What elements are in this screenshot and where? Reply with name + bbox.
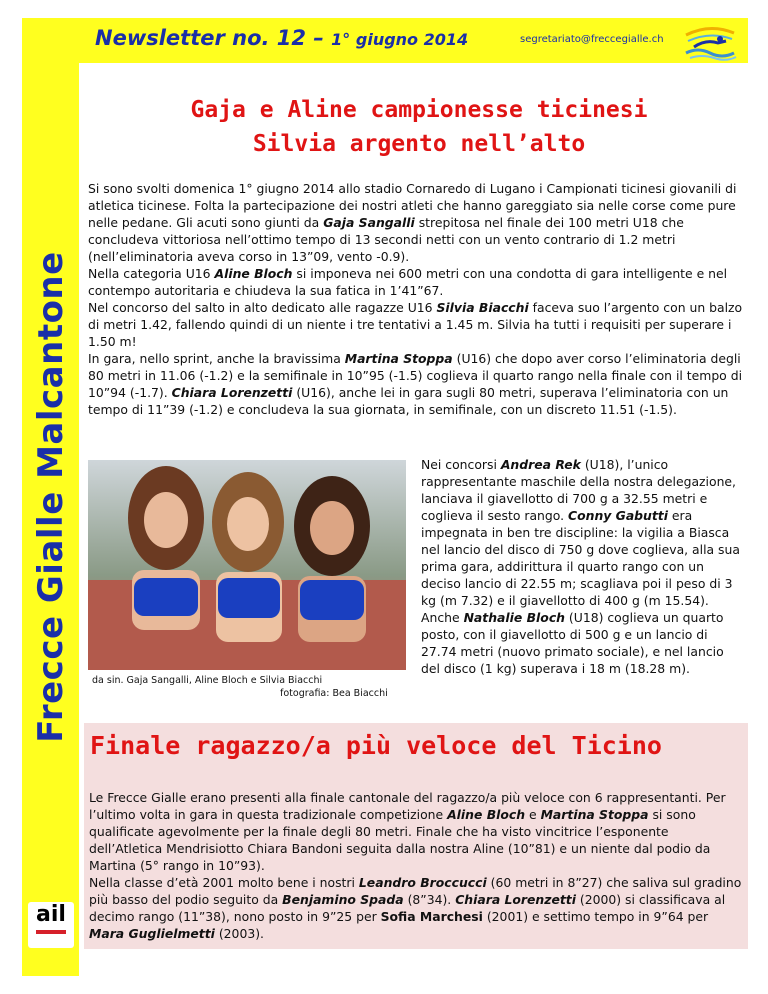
athlete-name: Conny Gabutti xyxy=(568,508,668,523)
text-run: (8”34). xyxy=(403,892,456,907)
text-run: si sono qualificate agevolmente per la finale degli 80 metri. Finale che ha visto vincitrice l’esponente dell’Atletica Mendrisiotto Chiara Bandoni seguita dalla nostra Aline (10”81) e un niente dal podio da Martina (5° rango in 10”93). xyxy=(89,807,711,873)
athlete-name: Mara Guglielmetti xyxy=(89,926,215,941)
headline-line-2: Silvia argento nell’alto xyxy=(252,131,586,157)
text-run: Si sono svolti domenica 1° giugno 2014 allo stadio Cornaredo di Lugano i Campionati ticinesi giovanili di atletica ticinese. Folta la partecipazione dei nostri atleti che hanno gareggiato sia nelle corse come pure nelle pedane. Gli acuti sono giunti da xyxy=(88,181,737,230)
section-text xyxy=(89,789,745,942)
text-run: Nel concorso del salto in alto dedicato alle ragazze U16 xyxy=(88,300,437,315)
text-run: (2000) si classificava al decimo rango (11”38), nono posto in 9”25 per xyxy=(89,892,726,924)
athlete-name: Chiara Lorenzetti xyxy=(455,892,576,907)
athlete-name: Chiara Lorenzetti xyxy=(171,385,293,400)
photo-caption: da sin. Gaja Sangalli, Aline Bloch e Silvia Biacchi xyxy=(92,675,323,686)
athlete-name: Martina Stoppa xyxy=(344,351,453,366)
text-run: era impegnata in ben tre discipline: la vigilia a Biasca nel lancio del disco di 750 g dove coglieva, alla sua prima gara, addirittura il quarto rango con un deciso lancio di 22.55 m; scagliava poi il peso di 3 kg (m 7.32) e il giavellotto di 400 g (m 15.54). Anche xyxy=(421,508,740,625)
newsletter-date: 1° giugno 2014 xyxy=(331,30,469,49)
text-run: (U16) che dopo aver corso l’eliminatoria degli 80 metri in 11.06 (-1.2) e la semifinale in 10”95 (-1.5) coglieva il quarto rango nella finale con il tempo di 10”94 (-1.7). xyxy=(88,351,743,400)
text-run: Le Frecce Gialle erano presenti alla finale cantonale del ragazzo/a più veloce con 6 rappresentanti. Per l’ultimo volta in gara in questa tradizionale competizione xyxy=(89,790,726,822)
text-run: si imponeva nei 600 metri con una condotta di gara intelligente e nel contempo autoritaria e chiudeva la sua fatica in 1’41”67. xyxy=(88,266,728,298)
athlete-name: Gaja Sangalli xyxy=(323,215,415,230)
athlete-name: Aline Bloch xyxy=(214,266,293,281)
text-run: Nella categoria U16 xyxy=(88,266,215,281)
newsletter-header xyxy=(79,18,748,63)
athlete-name: Silvia Biacchi xyxy=(436,300,529,315)
ail-logo xyxy=(28,902,74,948)
newsletter-number: Newsletter no. 12 – xyxy=(95,26,324,50)
sidebar-banner xyxy=(22,18,79,976)
text-run: (2003). xyxy=(214,926,264,941)
swimmer-runner-logo-icon xyxy=(680,21,740,61)
text-run: (U16), anche lei in gara sugli 80 metri, superava l’eliminatoria con un tempo di 11”39 (-1.2) e concludeva la sua giornata, in semifinale, con un discreto 11.51 (-1.5). xyxy=(88,385,729,417)
photo-image xyxy=(88,460,406,670)
athlete-name: Sofia Marchesi xyxy=(380,909,483,924)
ail-logo-bar xyxy=(36,930,66,934)
text-run: Nella classe d’età 2001 molto bene i nostri xyxy=(89,875,359,890)
main-headline xyxy=(90,93,748,161)
headline-line-1: Gaja e Aline campionesse ticinesi xyxy=(190,97,648,123)
text-run: (2001) e settimo tempo in 9”64 per xyxy=(482,909,709,924)
athlete-name: Aline Bloch xyxy=(447,807,526,822)
text-run: faceva suo l’argento con un balzo di metri 1.42, fallendo quindi di un niente i tre tentativi a 1.45 m. Silvia ha tutti i requisiti per superare i 1.50 m! xyxy=(88,300,743,349)
text-run: strepitosa nel finale dei 100 metri U18 che concludeva vittoriosa nell’ottimo tempo di 13 secondi netti con un vento contrario di 1.2 metri (nell’eliminatoria aveva corso in 13”09, vento -0.9). xyxy=(88,215,684,264)
text-run: In gara, nello sprint, anche la bravissima xyxy=(88,351,345,366)
athletes-photo xyxy=(88,460,406,670)
article-text-side xyxy=(421,456,746,677)
athlete-name: Benjamino Spada xyxy=(282,892,404,907)
text-run: Nei concorsi xyxy=(421,457,501,472)
text-run: (U18) coglieva un quarto posto, con il giavellotto di 500 g e un lancio di 27.74 metri (nuovo primato sociale), e nel lancio del disco (1 kg) superava i 18 m (18.28 m). xyxy=(421,610,724,676)
text-run: (U18), l’unico rappresentante maschile della nostra delegazione, lanciava il giavellotto di 700 g a 32.55 metri e coglieva il sesto rango. xyxy=(421,457,736,523)
ail-logo-text: ail xyxy=(36,902,66,927)
photo-credit: fotografia: Bea Biacchi xyxy=(280,688,388,699)
text-run: e xyxy=(525,807,541,822)
athlete-name: Leandro Broccucci xyxy=(358,875,487,890)
newsletter-title xyxy=(95,26,468,50)
sidebar-title: Frecce Gialle Malcantone xyxy=(30,251,71,743)
athlete-name: Andrea Rek xyxy=(500,457,581,472)
article-text-main xyxy=(88,180,748,418)
email-link[interactable]: segretariato@freccegialle.ch xyxy=(520,34,664,45)
section-fastest-kid xyxy=(84,723,748,949)
section-title: Finale ragazzo/a più veloce del Ticino xyxy=(90,731,662,760)
text-run: (60 metri in 8”27) che saliva sul gradino più basso del podio seguito da xyxy=(89,875,742,907)
athlete-name: Martina Stoppa xyxy=(540,807,649,822)
athlete-name: Nathalie Bloch xyxy=(463,610,565,625)
